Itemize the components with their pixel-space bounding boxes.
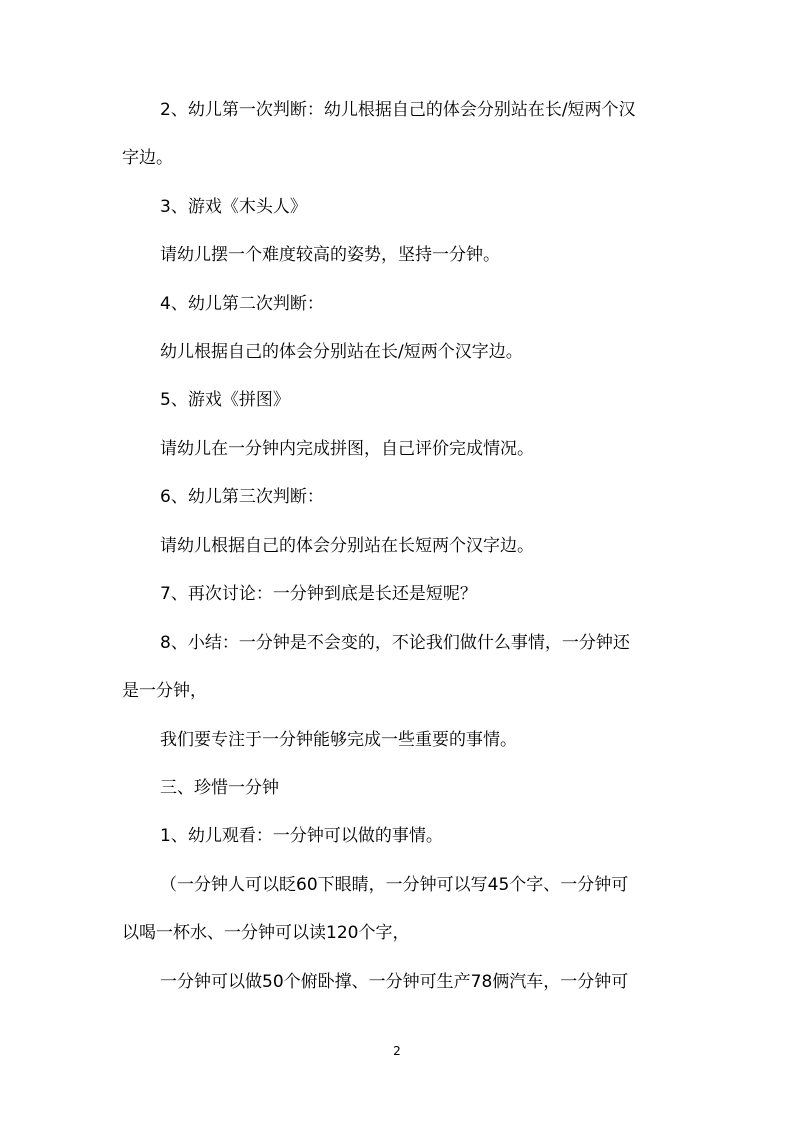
page-number: 2 [393, 1044, 401, 1058]
text-line: 请幼儿根据自己的体会分别站在长短两个汉字边。 [160, 536, 534, 556]
text-line: 2、幼儿第一次判断：幼儿根据自己的体会分别站在长/短两个汉 [160, 100, 636, 120]
text-line: 6、幼儿第三次判断： [160, 487, 324, 507]
text-line: 7、再次讨论：一分钟到底是长还是短呢？ [160, 584, 477, 604]
text-line: 3、游戏《木头人》 [160, 197, 307, 217]
text-line: 请幼儿摆一个难度较高的姿势，坚持一分钟。 [160, 245, 500, 265]
text-line: 我们要专注于一分钟能够完成一些重要的事情。 [160, 730, 517, 750]
text-line: （一分钟人可以眨60下眼睛，一分钟可以写45个字、一分钟可 [160, 875, 629, 895]
text-line: 一分钟可以做50个俯卧撑、一分钟可生产78俩汽车，一分钟可 [160, 972, 629, 992]
text-line: 是一分钟， [122, 681, 207, 701]
text-line: 请幼儿在一分钟内完成拼图，自己评价完成情况。 [160, 439, 534, 459]
text-line: 8、小结：一分钟是不会变的，不论我们做什么事情，一分钟还 [160, 633, 630, 653]
text-line: 幼儿根据自己的体会分别站在长/短两个汉字边。 [160, 342, 523, 362]
text-line: 4、幼儿第二次判断： [160, 294, 324, 314]
text-line: 1、幼儿观看：一分钟可以做的事情。 [160, 826, 443, 846]
section-heading: 三、珍惜一分钟 [160, 778, 279, 798]
text-line: 以喝一杯水、一分钟可以读120个字， [122, 923, 410, 943]
text-line: 5、游戏《拼图》 [160, 390, 290, 410]
text-line: 字边。 [122, 148, 173, 168]
